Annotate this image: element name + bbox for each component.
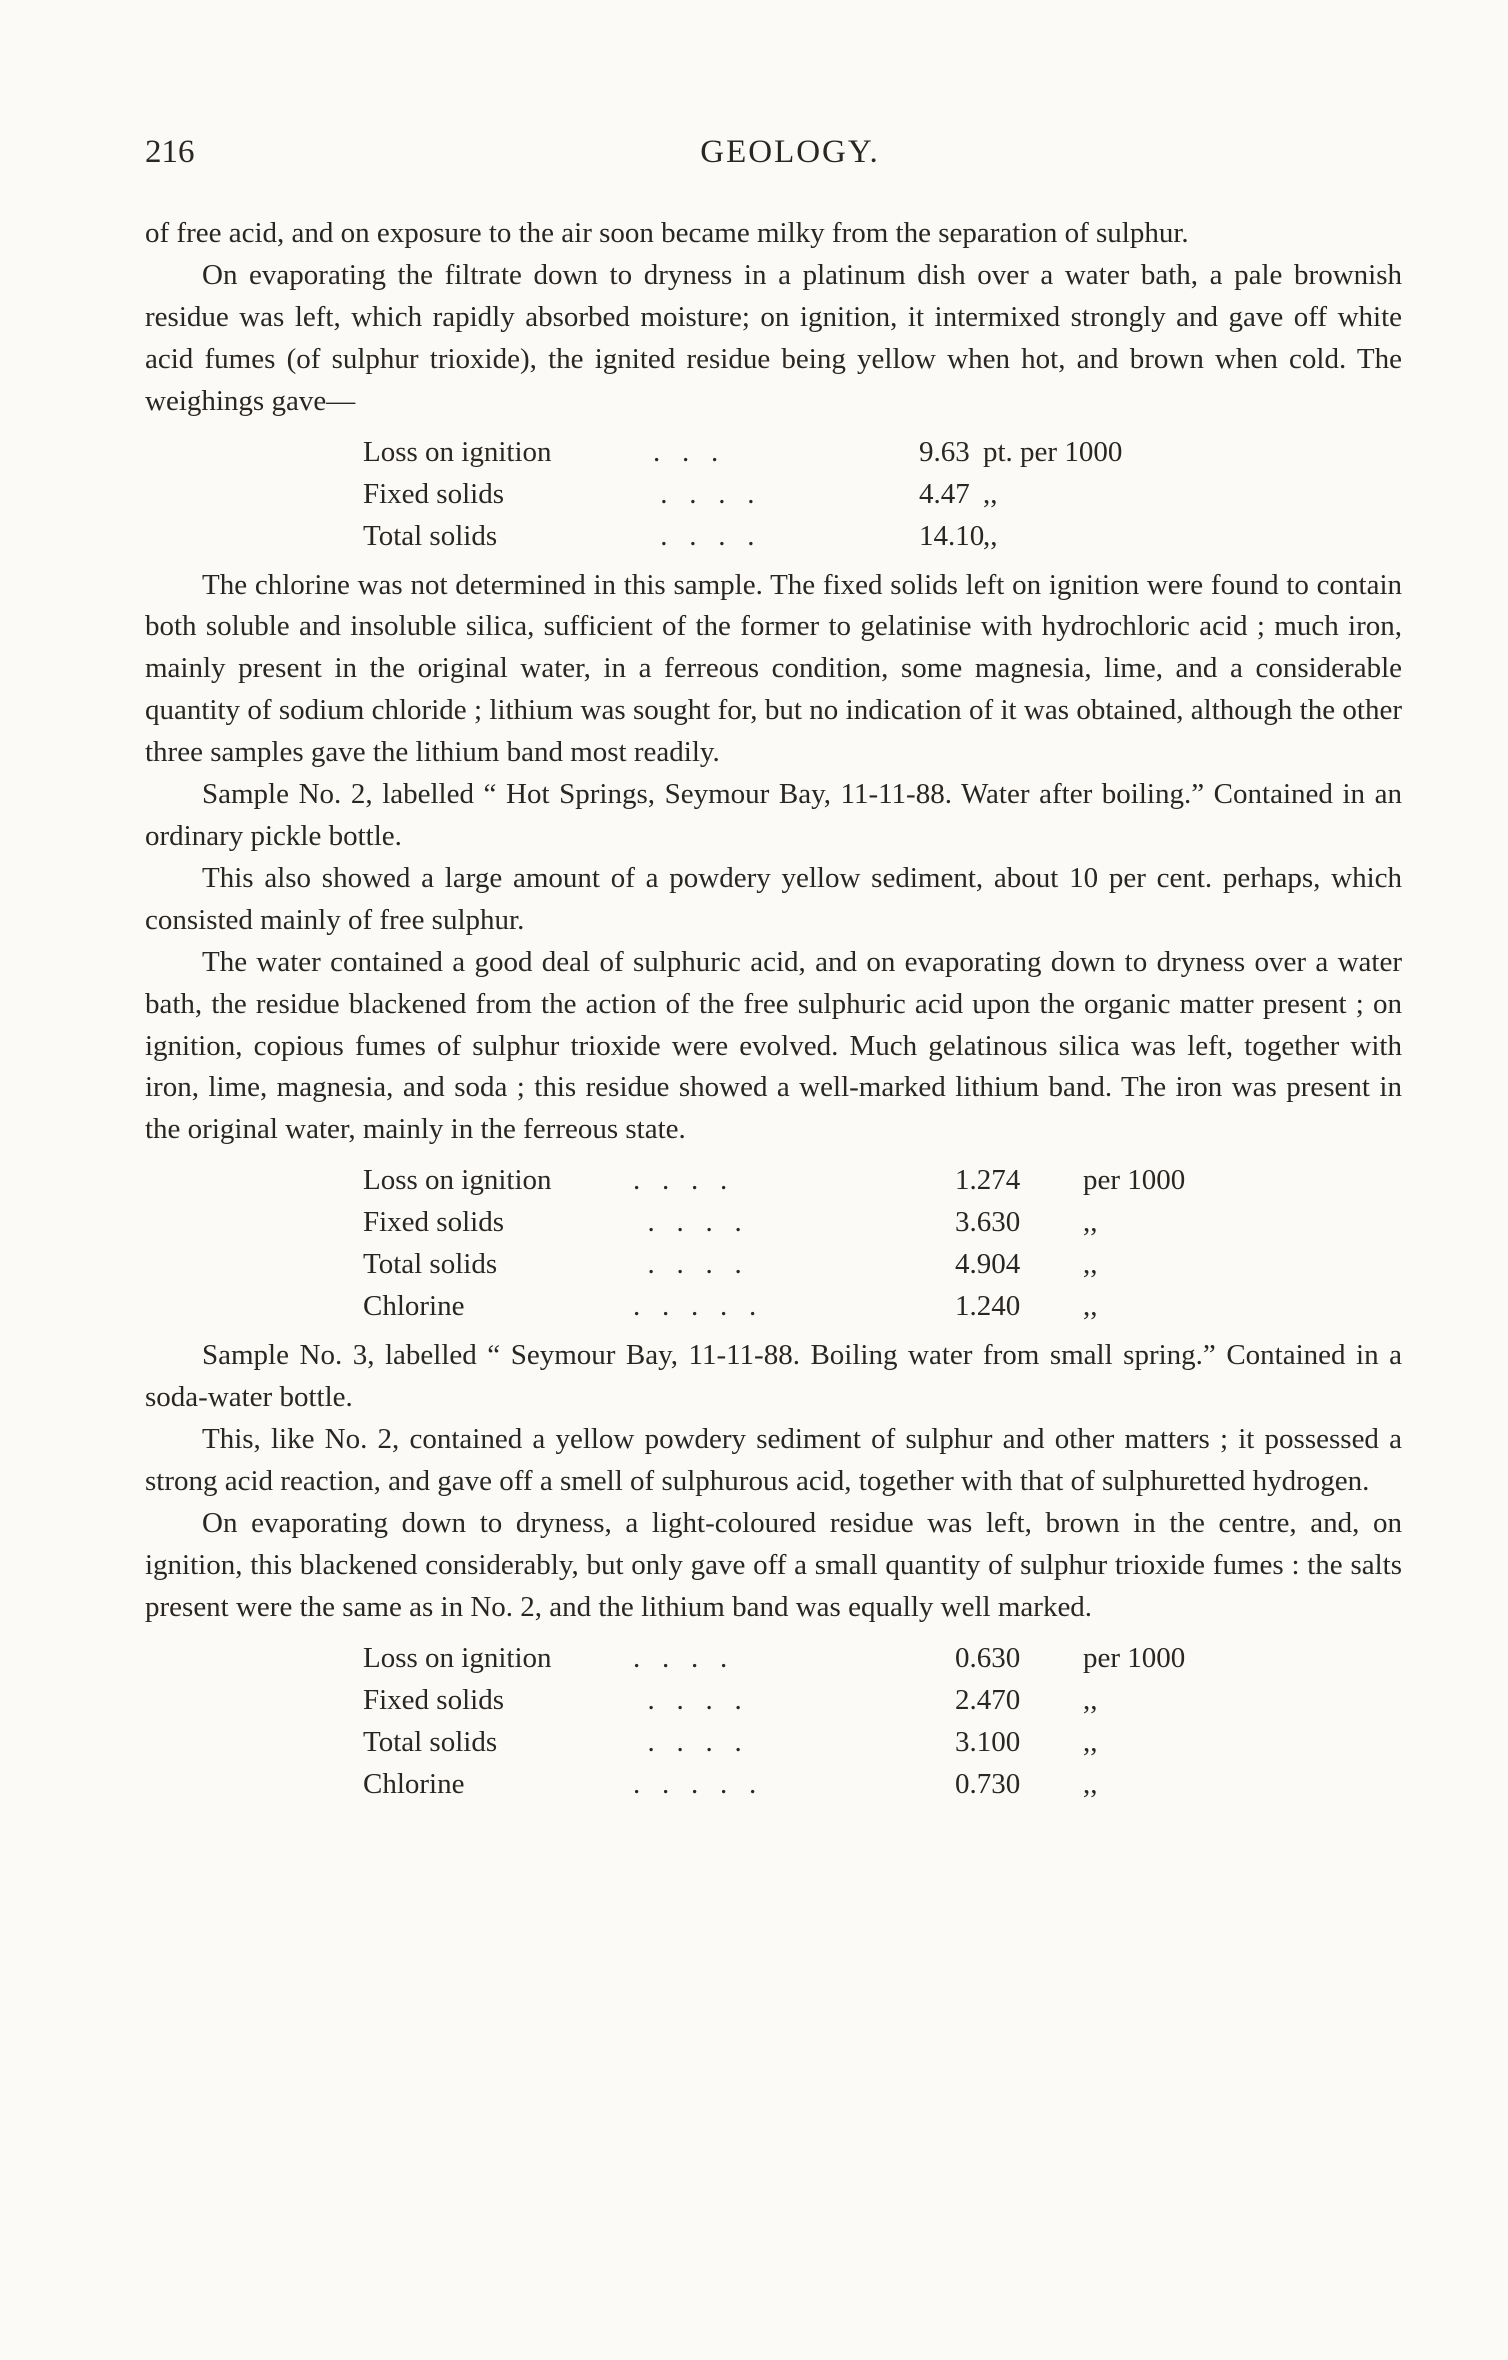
row-unit: pt. per 1000 [983, 435, 1123, 468]
row-value: 4.904 [955, 1248, 1021, 1281]
row-value: 9.63 [919, 435, 970, 468]
paragraph: On evaporating the filtrate down to dryness in a platinum dish over a water bath, a pale brownish residue was left, which rapidly absorbed moisture; on ignition, it intermixed strongly and gave off white acid fumes (of sulphur trioxide), the ignited residue being yellow when hot, and brown when cold. The weighings gave— [145, 258, 1402, 417]
table-row [363, 473, 1223, 515]
row-unit: ,, [1083, 1767, 1098, 1800]
paragraph: Sample No. 2, labelled “ Hot Springs, Seymour Bay, 11-11-88. Water after boiling.” Contained in an ordinary pickle bottle. [145, 778, 1402, 852]
table-row [363, 1201, 1223, 1243]
row-unit: ,, [1083, 1683, 1098, 1716]
table-row [363, 1679, 1223, 1721]
row-value: 3.630 [955, 1206, 1021, 1239]
row-label: Loss on ignition [363, 1164, 552, 1197]
leader-dots: . . . . [633, 1683, 742, 1716]
row-label: Fixed solids [363, 1206, 504, 1239]
weighings-table-2 [363, 1159, 1223, 1327]
row-label: Total solids [363, 1725, 498, 1758]
row-value: 0.630 [955, 1641, 1021, 1674]
row-label: Loss on ignition [363, 435, 552, 468]
row-unit: ,, [1083, 1290, 1098, 1323]
paragraph: Sample No. 3, labelled “ Seymour Bay, 11-11-88. Boiling water from small spring.” Contained in a soda-water bottle. [145, 1339, 1402, 1414]
paragraph: This also showed a large amount of a powdery yellow sediment, about 10 per cent. perhaps, which consisted mainly of free sulphur. [145, 861, 1402, 936]
row-label: Total solids [363, 1248, 498, 1281]
body-text [145, 213, 1402, 1813]
table-row [363, 1763, 1223, 1805]
row-unit: per 1000 [1083, 1164, 1186, 1197]
table-row [363, 1285, 1223, 1327]
row-unit: ,, [983, 477, 998, 510]
row-value: 0.730 [955, 1767, 1021, 1800]
leader-dots: . . . . . [633, 1767, 757, 1800]
weighings-table-1 [363, 431, 1223, 557]
table-row [363, 1721, 1223, 1763]
row-label: Loss on ignition [363, 1641, 552, 1674]
weighings-table-3 [363, 1637, 1223, 1805]
table-row [363, 1159, 1223, 1201]
table-row [363, 1637, 1223, 1679]
row-unit: ,, [1083, 1248, 1098, 1281]
row-unit: per 1000 [1083, 1641, 1186, 1674]
leader-dots: . . . . [633, 1206, 742, 1239]
row-value: 1.274 [955, 1164, 1021, 1197]
paragraph: This, like No. 2, contained a yellow powdery sediment of sulphur and other matters ; it possessed a strong acid reaction, and gave off a smell of sulphurous acid, together with that of sulphuretted hydrogen. [145, 1423, 1402, 1497]
leader-dots: . . . . [653, 519, 755, 552]
paragraph: The chlorine was not determined in this sample. The fixed solids left on ignition were found to contain both soluble and insoluble silica, sufficient of the former to gelatinise with hydrochloric acid ; much iron, mainly present in the original water, in a ferreous condition, some magnesia, lime, and a considerable quantity of sodium chloride ; lithium was sought for, but no indication of it was obtained, although the other three samples gave the lithium band most readily. [145, 568, 1402, 769]
row-value: 4.47 [919, 477, 970, 510]
row-label: Fixed solids [363, 1683, 504, 1716]
paragraph: The water contained a good deal of sulphuric acid, and on evaporating down to dryness over a water bath, the residue blackened from the action of the free sulphuric acid upon the organic matter present ; on ignition, copious fumes of sulphur trioxide were evolved. Much gelatinous silica was left, together with iron, lime, magnesia, and soda ; this residue showed a well-marked lithium band. The iron was present in the original water, mainly in the ferreous state. [145, 945, 1402, 1146]
page-header [145, 134, 1395, 184]
leader-dots: . . . [653, 435, 719, 468]
row-label: Total solids [363, 519, 498, 552]
page-number: 216 [145, 134, 195, 170]
leader-dots: . . . . . [633, 1290, 757, 1323]
row-unit: ,, [983, 519, 998, 552]
row-value: 2.470 [955, 1683, 1021, 1716]
paragraph: On evaporating down to dryness, a light-coloured residue was left, brown in the centre, and, on ignition, this blackened considerably, but only gave off a small quantity of sulphur trioxide fumes : the salts present were the same as in No. 2, and the lithium band was equally well marked. [145, 1506, 1402, 1623]
row-label: Chlorine [363, 1767, 465, 1800]
table-row [363, 431, 1223, 473]
paragraph: of free acid, and on exposure to the air soon became milky from the separation of sulphur. [145, 217, 1189, 249]
row-unit: ,, [1083, 1206, 1098, 1239]
row-label: Fixed solids [363, 477, 504, 510]
table-row [363, 515, 1223, 557]
leader-dots: . . . . [653, 477, 755, 510]
running-title: GEOLOGY. [700, 134, 880, 170]
row-value: 3.100 [955, 1725, 1021, 1758]
leader-dots: . . . . [633, 1641, 728, 1674]
row-unit: ,, [1083, 1725, 1098, 1758]
row-value: 1.240 [955, 1290, 1021, 1323]
table-row [363, 1243, 1223, 1285]
row-label: Chlorine [363, 1290, 465, 1323]
leader-dots: . . . . [633, 1164, 728, 1197]
row-value: 14.10 [919, 519, 985, 552]
leader-dots: . . . . [633, 1248, 742, 1281]
leader-dots: . . . . [633, 1725, 742, 1758]
